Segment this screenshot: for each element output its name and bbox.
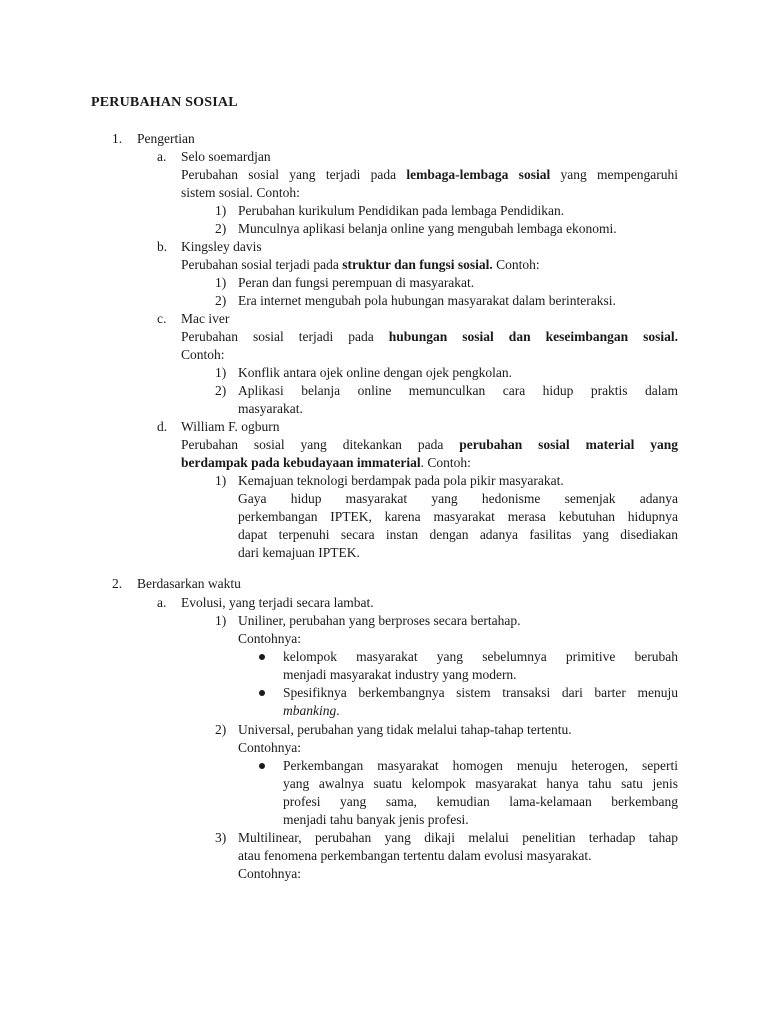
item-b-letter: b. [157, 239, 168, 254]
uniliner-bullet2-line1: Spesifiknya berkembangnya sistem transaksi dari barter menuju [283, 685, 678, 700]
item-b-name: Kingsley davis [181, 239, 262, 254]
item-b-ex1-number: 1) [215, 275, 227, 290]
item-d-paragraph-line1: Gaya hidup masyarakat yang hedonisme semenjak adanya [238, 491, 678, 506]
document-title: PERUBAHAN SOSIAL [91, 95, 238, 110]
item-d-def-bold1: perubahan sosial material yang [459, 437, 678, 452]
item-d-def-bold2: berdampak pada kebudayaan immaterial [181, 455, 421, 470]
item-c-definition-line2: Contoh: [181, 347, 225, 362]
item-d-ex1-text: Kemajuan teknologi berdampak pada pola pikir masyarakat. [238, 473, 564, 488]
item-c-ex1-number: 1) [215, 365, 227, 380]
multilinear-number: 3) [215, 830, 227, 845]
item-d-letter: d. [157, 419, 168, 434]
universal-text: Universal, perubahan yang tidak melalui tahap-tahap tertentu. [238, 722, 572, 737]
item-c-def-bold: hubungan sosial dan keseimbangan sosial. [388, 329, 678, 344]
item-c-ex2-line1: Aplikasi belanja online memunculkan cara hidup praktis dalam [238, 383, 678, 398]
item-a-def-pre: Perubahan sosial yang terjadi pada [181, 167, 407, 182]
uniliner-bullet2-line2 [283, 702, 340, 720]
item-d-def-post: . Contoh: [420, 455, 471, 470]
item-c-letter: c. [157, 311, 167, 326]
item-a-def-post: yang mempengaruhi [550, 167, 679, 182]
item-a-ex1-text: Perubahan kurikulum Pendidikan pada lembaga Pendidikan. [238, 203, 565, 218]
section-1-number: 1. [112, 131, 123, 146]
mbanking-italic: mbanking [283, 703, 337, 718]
uniliner-contoh: Contohnya: [238, 631, 301, 646]
uniliner-text: Uniliner, perubahan yang berproses secara bertahap. [238, 613, 521, 628]
item-d-definition-line1 [181, 436, 678, 454]
item-b-def-bold: struktur dan fungsi sosial. [342, 257, 493, 272]
uniliner-bullet1-line1: kelompok masyarakat yang sebelumnya primitive berubah [283, 649, 678, 664]
item-c-ex1-text: Konflik antara ojek online dengan ojek pengkolan. [238, 365, 513, 380]
item-d-paragraph-line2: perkembangan IPTEK, karena masyarakat merasa kebutuhan hidupnya [238, 509, 678, 524]
universal-bullet-line1: Perkembangan masyarakat homogen menuju heterogen, seperti [283, 758, 678, 773]
uniliner-number: 1) [215, 613, 227, 628]
item-d-ex1-number: 1) [215, 473, 227, 488]
item-a-ex1-number: 1) [215, 203, 227, 218]
universal-bullet-line3: profesi yang sama, kemudian lama-kelamaan berkembang [283, 794, 678, 809]
bullet-icon [259, 654, 265, 660]
item-c-ex2-number: 2) [215, 383, 227, 398]
item-b-def-pre: Perubahan sosial terjadi pada [181, 257, 343, 272]
section-2-a-letter: a. [157, 595, 167, 610]
item-a-ex2-text: Munculnya aplikasi belanja online yang mengubah lembaga ekonomi. [238, 221, 617, 236]
bullet-icon [259, 690, 265, 696]
multilinear-line1: Multilinear, perubahan yang dikaji melalui penelitian terhadap tahap [238, 830, 678, 845]
section-2-label: Berdasarkan waktu [137, 576, 241, 591]
section-1-label: Pengertian [137, 131, 195, 146]
universal-number: 2) [215, 722, 227, 737]
item-c-def-pre: Perubahan sosial terjadi pada [181, 329, 389, 344]
uniliner-bullet1-line2: menjadi masyarakat industry yang modern. [283, 667, 517, 682]
item-c-definition-line1 [181, 328, 678, 346]
item-c-name: Mac iver [181, 311, 230, 326]
universal-contoh: Contohnya: [238, 740, 301, 755]
item-a-ex2-number: 2) [215, 221, 227, 236]
multilinear-contoh: Contohnya: [238, 866, 301, 881]
item-a-definition-line1 [181, 166, 678, 184]
item-a-name: Selo soemardjan [181, 149, 271, 164]
bullet-icon [259, 763, 265, 769]
item-b-definition [181, 256, 540, 274]
item-d-definition-line2 [181, 454, 471, 472]
item-d-name: William F. ogburn [181, 419, 280, 434]
item-d-paragraph-line3: dapat terpenuhi secara instan dengan adanya fasilitas yang disediakan [238, 527, 678, 542]
item-a-def-bold: lembaga-lembaga sosial [406, 167, 551, 182]
item-a-letter: a. [157, 149, 167, 164]
uniliner-bullet2-period: . [336, 703, 340, 718]
section-2-number: 2. [112, 576, 123, 591]
item-b-ex1-text: Peran dan fungsi perempuan di masyarakat. [238, 275, 475, 290]
section-2-a-text: Evolusi, yang terjadi secara lambat. [181, 595, 374, 610]
item-a-definition-line2: sistem sosial. Contoh: [181, 185, 300, 200]
multilinear-line2: atau fenomena perkembangan tertentu dalam evolusi masyarakat. [238, 848, 592, 863]
universal-bullet-line4: menjadi tahu banyak jenis profesi. [283, 812, 469, 827]
item-d-paragraph-line4: dari kemajuan IPTEK. [238, 545, 360, 560]
item-b-def-post: Contoh: [492, 257, 540, 272]
universal-bullet-line2: yang awalnya suatu kelompok masyarakat hanya tahu satu jenis [283, 776, 678, 791]
item-d-def-pre: Perubahan sosial yang ditekankan pada [181, 437, 460, 452]
item-b-ex2-number: 2) [215, 293, 227, 308]
item-b-ex2-text: Era internet mengubah pola hubungan masyarakat dalam berinteraksi. [238, 293, 616, 308]
item-c-ex2-line2: masyarakat. [238, 401, 303, 416]
